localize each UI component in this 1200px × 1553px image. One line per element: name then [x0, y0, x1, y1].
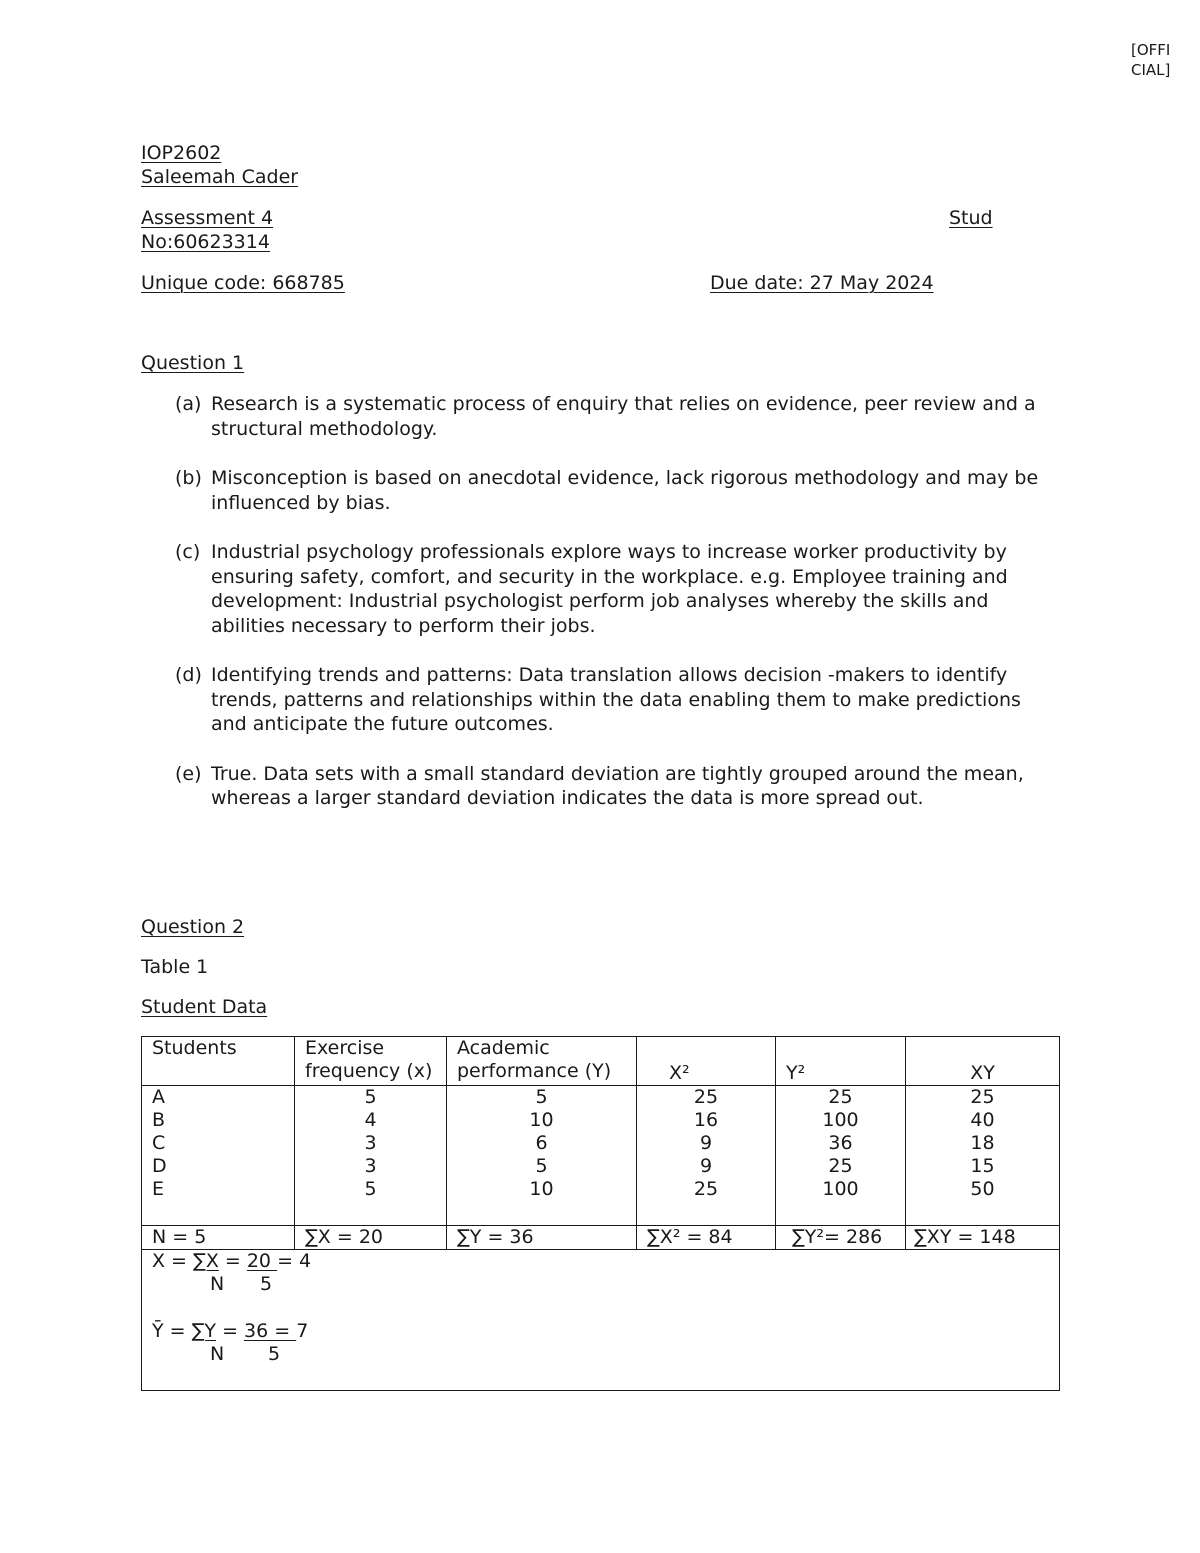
x-value: 3 — [364, 1155, 377, 1177]
header-exercise-line2: frequency (x) — [305, 1060, 433, 1082]
header-exercise-line1: Exercise — [305, 1037, 385, 1059]
answer-d — [175, 663, 1055, 737]
student-label: D — [152, 1155, 167, 1177]
answer-label: (b) — [175, 467, 202, 489]
mean-x-result: = 4 — [277, 1250, 312, 1272]
question-2-title: Question 2 — [141, 916, 245, 938]
sum-y: ∑Y = 36 — [447, 1226, 637, 1250]
answer-text: True. Data sets with a small standard deviation are tightly grouped around the mean, whereas a larger standard deviation indicates the data is more spread out. — [211, 762, 1024, 809]
header-xy — [906, 1037, 1060, 1086]
sum-x: ∑X = 20 — [295, 1226, 447, 1250]
answer-label: (d) — [175, 664, 202, 686]
xy-value: 18 — [970, 1132, 995, 1154]
classification-label: [OFFICIAL] — [1131, 41, 1171, 79]
course-code: IOP2602 — [141, 142, 222, 164]
y2-value: 100 — [822, 1109, 859, 1131]
table-caption: Table 1 — [141, 956, 209, 978]
mean-x-lhs: X = — [152, 1250, 194, 1272]
sum-xy: ∑XY = 148 — [906, 1226, 1060, 1250]
header-x2 — [637, 1037, 776, 1086]
mean-y-den-5: 5 — [268, 1343, 281, 1365]
header-academic-line1: Academic — [457, 1037, 550, 1059]
mean-x-fraction: ∑X — [193, 1250, 219, 1272]
mean-y-fraction: ∑Y — [191, 1320, 217, 1342]
unique-code: Unique code: 668785 — [141, 272, 345, 294]
answer-e — [175, 762, 1055, 811]
answer-text: Identifying trends and patterns: Data translation allows decision -makers to identify trends, patterns and relationships within the data enabling them to make predictions and anticipate the future outcomes. — [211, 664, 1021, 735]
y2-value: 36 — [828, 1132, 853, 1154]
sum-y2: ∑Y²= 286 — [776, 1226, 906, 1250]
x-value: 4 — [364, 1109, 377, 1131]
answer-text: Industrial psychology professionals explore ways to increase worker productivity by ensuring safety, comfort, and security in the workplace. e.g. Employee training and development: Industrial psychologist perform job analyses whereby the skills and abilities necessary to perform their jobs. — [211, 541, 1008, 637]
header-y2 — [776, 1037, 906, 1086]
table-header-row — [142, 1037, 1060, 1086]
header-academic — [447, 1037, 637, 1086]
question-1-answers — [175, 392, 1055, 836]
xy-column — [906, 1086, 1060, 1226]
y2-column — [776, 1086, 906, 1226]
x2-value: 16 — [693, 1109, 719, 1131]
answer-label: (e) — [175, 762, 202, 785]
student-label: E — [152, 1178, 165, 1200]
table-means-row — [142, 1250, 1060, 1391]
y-column — [447, 1086, 637, 1226]
y-value: 6 — [535, 1132, 548, 1154]
sum-x2: ∑X² = 84 — [637, 1226, 776, 1250]
mean-y-line — [152, 1320, 308, 1343]
student-name: Saleemah Cader — [141, 166, 299, 188]
mean-x-den-n: N — [210, 1273, 225, 1295]
sum-n: N = 5 — [142, 1226, 295, 1250]
mean-y-lhs: Ȳ = — [152, 1320, 192, 1342]
y-value: 5 — [535, 1155, 548, 1177]
mean-y-numerator: 36 = — [244, 1320, 297, 1342]
header-x2-label: X² — [669, 1062, 690, 1084]
y-value: 5 — [535, 1086, 548, 1108]
mean-y-equals: = — [216, 1320, 245, 1342]
y2-value: 100 — [822, 1178, 859, 1200]
means-cell — [142, 1250, 1060, 1391]
answer-c — [175, 540, 1055, 638]
header-xy-label: XY — [970, 1062, 995, 1084]
student-label: B — [152, 1109, 166, 1131]
header-exercise — [295, 1037, 447, 1086]
x-value: 3 — [364, 1132, 377, 1154]
student-data-table — [141, 1036, 1060, 1391]
table-title: Student Data — [141, 996, 268, 1018]
answer-text: Research is a systematic process of enquiry that relies on evidence, peer review and a structural methodology. — [211, 393, 1036, 440]
x-column — [295, 1086, 447, 1226]
x2-column — [637, 1086, 776, 1226]
answer-text: Misconception is based on anecdotal evidence, lack rigorous methodology and may be influenced by bias. — [211, 467, 1039, 514]
assessment-title: Assessment 4 — [141, 207, 274, 229]
y2-value: 25 — [828, 1086, 853, 1108]
y-value: 10 — [529, 1178, 554, 1200]
mean-y-result: 7 — [296, 1320, 309, 1342]
student-label: C — [152, 1132, 166, 1154]
x2-value: 9 — [699, 1155, 713, 1177]
x2-value: 25 — [693, 1086, 719, 1108]
x2-value: 25 — [693, 1178, 719, 1200]
student-number-label: Stud — [949, 207, 993, 229]
answer-a — [175, 392, 1055, 441]
xy-value: 40 — [970, 1109, 995, 1131]
x-value: 5 — [364, 1086, 377, 1108]
table-data-row — [142, 1086, 1060, 1226]
header-students — [142, 1037, 295, 1086]
xy-value: 15 — [970, 1155, 995, 1177]
xy-value: 25 — [970, 1086, 995, 1108]
student-label: A — [152, 1086, 165, 1108]
answer-label: (a) — [175, 393, 202, 415]
mean-y-den-n: N — [210, 1343, 225, 1365]
student-number: No:60623314 — [141, 231, 270, 253]
mean-x-numerator: 20 — [246, 1250, 278, 1272]
due-date: Due date: 27 May 2024 — [710, 272, 934, 294]
mean-x-equals: = — [218, 1250, 247, 1272]
x2-value: 9 — [699, 1132, 713, 1154]
means-block — [142, 1250, 1059, 1390]
header-academic-line2: performance (Y) — [457, 1060, 612, 1082]
mean-x-line — [152, 1250, 311, 1273]
answer-b — [175, 466, 1055, 515]
xy-value: 50 — [970, 1178, 995, 1200]
header-y2-label: Y² — [786, 1062, 806, 1084]
mean-x-den-5: 5 — [260, 1273, 273, 1295]
y-value: 10 — [529, 1109, 554, 1131]
x-value: 5 — [364, 1178, 377, 1200]
students-column — [142, 1086, 295, 1226]
table-sum-row — [142, 1226, 1060, 1250]
answer-label: (c) — [175, 541, 201, 563]
y2-value: 25 — [828, 1155, 853, 1177]
question-1-title: Question 1 — [141, 352, 245, 374]
header-students-label: Students — [152, 1037, 237, 1059]
